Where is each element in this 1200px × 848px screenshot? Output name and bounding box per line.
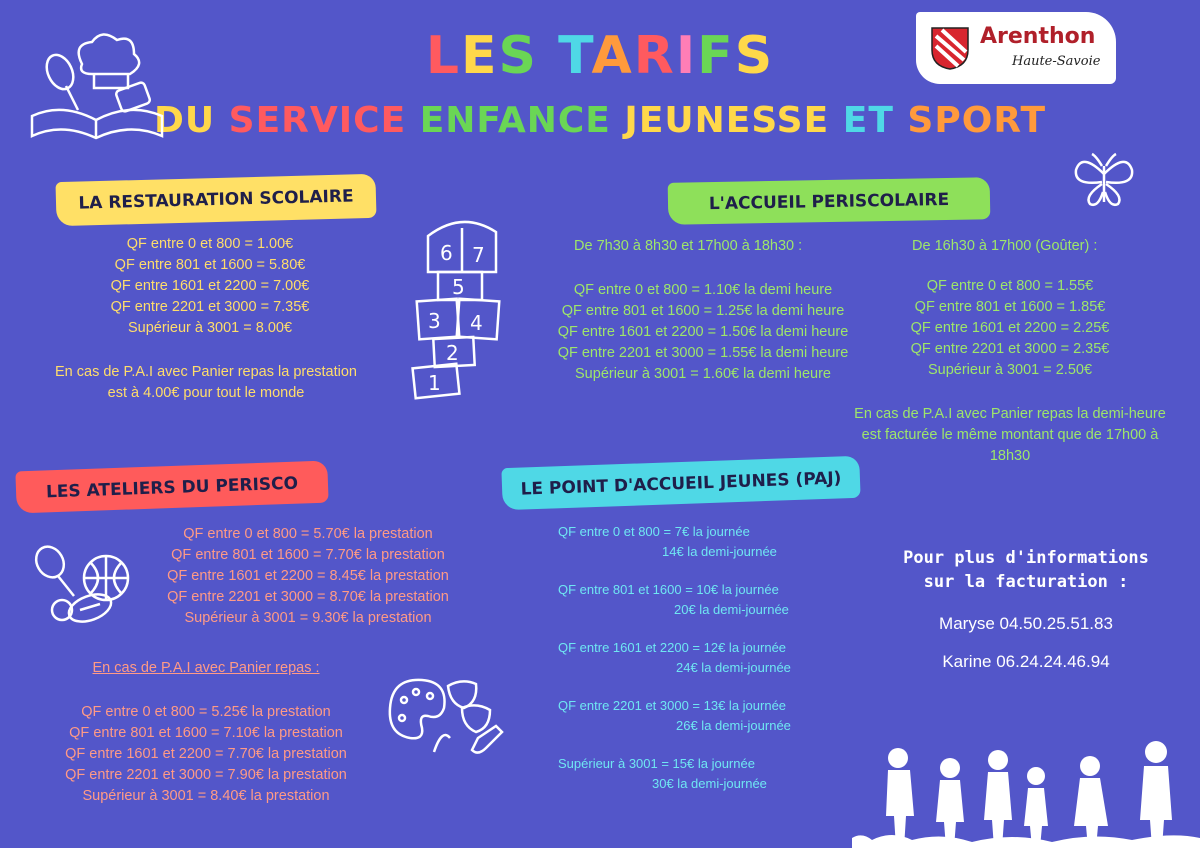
- ateliers-banner: [15, 461, 328, 514]
- cooking-book-icon: [22, 24, 172, 144]
- hopscotch-number: 7: [472, 243, 485, 267]
- paj-half-price: 14€ la demi-journée: [662, 544, 777, 559]
- restauration-banner: [55, 174, 376, 226]
- ateliers-line: QF entre 1601 et 2200 = 8.45€ la prestation: [167, 568, 449, 584]
- paj-day-price: QF entre 1601 et 2200 = 12€ la journée: [558, 640, 787, 655]
- ateliers-pai-line: QF entre 0 et 800 = 5.25€ la prestation: [81, 704, 331, 720]
- page-title: LES TARIFS: [425, 26, 775, 86]
- logo-name: Arenthon: [980, 24, 1096, 49]
- periscolaire-line: QF entre 2201 et 3000 = 1.55€ la demi heure: [557, 345, 849, 361]
- logo-region: Haute-Savoie: [1012, 54, 1101, 69]
- paj-day-price: QF entre 2201 et 3000 = 13€ la journée: [558, 698, 787, 713]
- periscolaire-banner: [668, 177, 991, 225]
- contact-maryse: Maryse 04.50.25.51.83: [939, 614, 1113, 633]
- children-silhouettes-icon: [852, 736, 1200, 848]
- contact-karine: Karine 06.24.24.46.94: [942, 652, 1110, 671]
- ateliers-pai-title: En cas de P.A.I avec Panier repas :: [92, 660, 320, 676]
- periscolaire-line: QF entre 0 et 800 = 1.55€: [926, 278, 1094, 294]
- periscolaire-line: QF entre 2201 et 3000 = 2.35€: [910, 341, 1110, 357]
- ateliers-pai-line: QF entre 1601 et 2200 = 7.70€ la prestation: [65, 746, 347, 762]
- paj-day-price: QF entre 0 et 800 = 7€ la journée: [558, 524, 750, 539]
- periscolaire-col2-title: De 16h30 à 17h00 (Goûter) :: [912, 238, 1098, 254]
- ateliers-heading: LES ATELIERS DU PERISCO: [45, 473, 299, 503]
- paj-day-price: Supérieur à 3001 = 15€ la journée: [558, 756, 755, 771]
- restauration-line: QF entre 801 et 1600 = 5.80€: [114, 257, 306, 273]
- restauration-line: QF entre 0 et 800 = 1.00€: [126, 236, 294, 252]
- paj-price-list: [540, 522, 860, 802]
- ateliers-price-list: [140, 524, 476, 629]
- restauration-pai-line: En cas de P.A.I avec Panier repas la prestation: [55, 364, 357, 380]
- contact-heading-line: Pour plus d'informations: [903, 548, 1149, 568]
- periscolaire-line: QF entre 801 et 1600 = 1.85€: [914, 299, 1106, 315]
- paj-half-price: 20€ la demi-journée: [674, 602, 789, 617]
- periscolaire-col2-list: [890, 276, 1130, 381]
- periscolaire-col1-list: [530, 280, 876, 385]
- periscolaire-pai-line: En cas de P.A.I avec Panier repas la demi-heure: [854, 406, 1166, 422]
- hopscotch-number: 3: [428, 309, 441, 333]
- ateliers-pai-list: [36, 702, 376, 807]
- ateliers-line: Supérieur à 3001 = 9.30€ la prestation: [184, 610, 432, 626]
- periscolaire-heading: L'ACCUEIL PERISCOLAIRE: [708, 189, 950, 215]
- periscolaire-pai-line: est facturée le même montant que de 17h00 à: [861, 427, 1159, 443]
- paj-banner: [501, 456, 860, 510]
- contact-heading: [866, 546, 1186, 594]
- periscolaire-line: Supérieur à 3001 = 2.50€: [927, 362, 1093, 378]
- page-subtitle: DU SERVICE ENFANCE JEUNESSE ET SPORT: [154, 100, 1046, 141]
- hopscotch-number: 6: [440, 241, 453, 265]
- paj-half-price: 30€ la demi-journée: [652, 776, 767, 791]
- restauration-line: QF entre 1601 et 2200 = 7.00€: [110, 278, 310, 294]
- paj-heading: LE POINT D'ACCUEIL JEUNES (PAJ): [520, 468, 842, 500]
- sports-balls-icon: [28, 540, 132, 626]
- periscolaire-col1-title: De 7h30 à 8h30 et 17h00 à 18h30 :: [574, 238, 803, 254]
- ateliers-pai-line: QF entre 801 et 1600 = 7.10€ la prestation: [69, 725, 343, 741]
- periscolaire-line: QF entre 0 et 800 = 1.10€ la demi heure: [573, 282, 833, 298]
- ateliers-line: QF entre 2201 et 3000 = 8.70€ la prestation: [167, 589, 449, 605]
- arenthon-logo: [916, 12, 1116, 84]
- restauration-line: QF entre 2201 et 3000 = 7.35€: [110, 299, 310, 315]
- paj-day-price: QF entre 801 et 1600 = 10€ la journée: [558, 582, 779, 597]
- ateliers-pai-line: QF entre 2201 et 3000 = 7.90€ la prestation: [65, 767, 347, 783]
- restauration-price-list: [60, 234, 360, 339]
- periscolaire-pai-line: 18h30: [989, 448, 1031, 464]
- arts-palette-icon: [382, 668, 508, 760]
- butterfly-icon: [1070, 148, 1138, 212]
- hopscotch-number: 5: [452, 275, 465, 299]
- hopscotch-number: 4: [470, 311, 483, 335]
- restauration-pai-note: [26, 362, 386, 404]
- hopscotch-number: 2: [446, 341, 459, 365]
- hopscotch-icon: [406, 210, 516, 400]
- coat-of-arms-icon: [930, 26, 970, 70]
- paj-half-price: 26€ la demi-journée: [676, 718, 791, 733]
- periscolaire-line: QF entre 1601 et 2200 = 2.25€: [910, 320, 1110, 336]
- periscolaire-pai-note: [830, 404, 1190, 467]
- contact-heading-line: sur la facturation :: [923, 572, 1129, 592]
- periscolaire-line: QF entre 801 et 1600 = 1.25€ la demi heure: [561, 303, 845, 319]
- ateliers-pai-line: Supérieur à 3001 = 8.40€ la prestation: [82, 788, 330, 804]
- periscolaire-line: Supérieur à 3001 = 1.60€ la demi heure: [575, 366, 831, 382]
- ateliers-line: QF entre 0 et 800 = 5.70€ la prestation: [183, 526, 433, 542]
- restauration-line: Supérieur à 3001 = 8.00€: [127, 320, 293, 336]
- restauration-pai-line: est à 4.00€ pour tout le monde: [107, 385, 305, 401]
- restauration-heading: LA RESTAURATION SCOLAIRE: [78, 186, 354, 214]
- paj-half-price: 24€ la demi-journée: [676, 660, 791, 675]
- ateliers-line: QF entre 801 et 1600 = 7.70€ la prestation: [171, 547, 445, 563]
- hopscotch-number: 1: [428, 371, 441, 395]
- periscolaire-line: QF entre 1601 et 2200 = 1.50€ la demi heure: [557, 324, 849, 340]
